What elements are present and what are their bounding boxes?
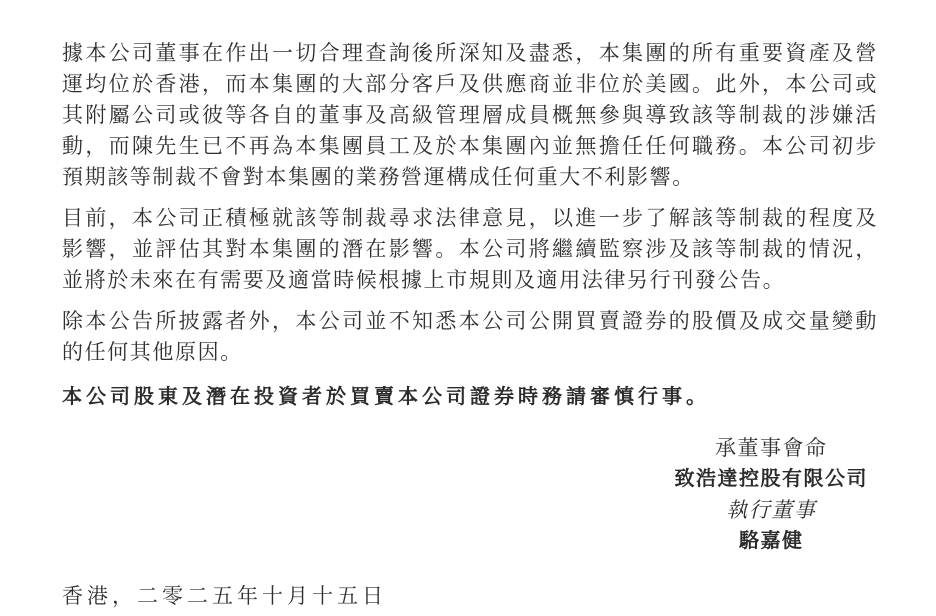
dateline: 香港，二零二五年十月十五日 — [62, 584, 387, 608]
paragraph-line: 預期該等制裁不會對本集團的業務營運構成任何重大不利影響。 — [62, 165, 695, 189]
paragraph-line: 其附屬公司或彼等各自的董事及高級管理層成員概無參與導致該等制裁的涉嫌活 — [62, 103, 878, 127]
paragraph-line: 影響，並評估其對本集團的潛在影響。本公司將繼續監察涉及該等制裁的情況， — [62, 237, 878, 261]
paragraph-line: 除本公告所披露者外，本公司並不知悉本公司公開買賣證券的股價及成交量變動 — [62, 309, 878, 333]
paragraph-legal-advice — [62, 203, 878, 296]
paragraph-line: 動，而陳先生已不再為本集團員工及於本集團內並無擔任任何職務。本公司初步 — [62, 134, 878, 158]
signature-block — [675, 433, 869, 557]
paragraph-line: 目前，本公司正積極就該等制裁尋求法律意見，以進一步了解該等制裁的程度及 — [62, 206, 878, 230]
director-title: 執行董事 — [726, 498, 817, 522]
by-order-of-board-line: 承董事會命 — [715, 436, 828, 460]
caution-statement: 本公司股東及潛在投資者於買賣本公司證券時務請審慎行事。 — [62, 386, 710, 408]
company-name: 致浩達控股有限公司 — [674, 468, 868, 490]
director-name: 駱嘉健 — [739, 530, 804, 552]
paragraph-line: 的任何其他原因。 — [62, 340, 243, 364]
paragraph-sanctions-assessment — [62, 38, 878, 193]
paragraph-line: 據本公司董事在作出一切合理查詢後所深知及盡悉，本集團的所有重要資產及營 — [62, 41, 878, 65]
paragraph-line: 運均位於香港，而本集團的大部分客戶及供應商並非位於美國。此外，本公司或 — [62, 72, 878, 96]
paragraph-no-other-reasons — [62, 306, 878, 368]
paragraph-line: 並將於未來在有需要及適當時候根據上市規則及適用法律另行刊發公告。 — [62, 268, 786, 292]
